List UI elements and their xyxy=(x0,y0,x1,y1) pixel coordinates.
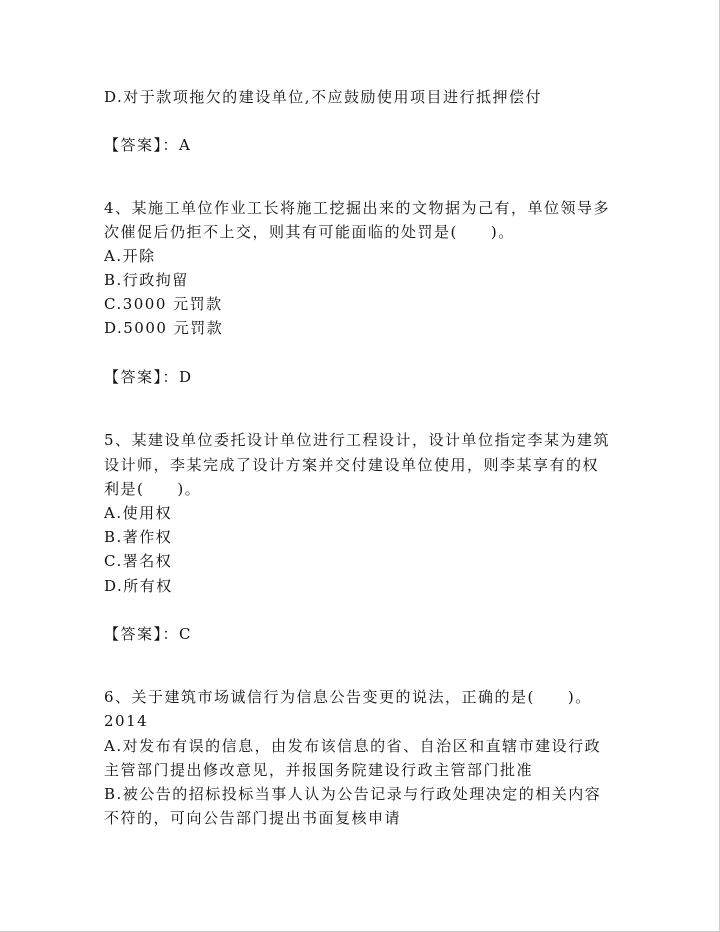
q5-answer: 【答案】：C xyxy=(104,625,192,643)
q6-option-a-line-1: A.对发布有误的信息，由发布该信息的省、自治区和直辖市建设行政 xyxy=(104,737,602,755)
q5-stem-line-2: 设计师，李某完成了设计方案并交付建设单位使用，则李某享有的权 xyxy=(104,456,600,474)
q5-option-d: D.所有权 xyxy=(104,577,173,595)
q4-option-a: A.开除 xyxy=(104,247,156,265)
q4-answer: 【答案】：D xyxy=(104,368,193,386)
q5-stem-line-3: 利是( )。 xyxy=(104,480,202,498)
q4-option-c: C.3000 元罚款 xyxy=(104,295,223,313)
q6-option-b-line-1: B.被公告的招标投标当事人认为公告记录与行政处理决定的相关内容 xyxy=(104,785,602,803)
q6-year: 2014 xyxy=(104,712,149,730)
q5-option-b: B.著作权 xyxy=(104,528,173,546)
q3-answer: 【答案】：A xyxy=(104,136,192,154)
q4-stem-line-2: 次催促后仍拒不上交，则其有可能面临的处罚是( )。 xyxy=(104,223,515,241)
q5-stem-line-1: 5、某建设单位委托设计单位进行工程设计，设计单位指定李某为建筑 xyxy=(104,431,611,449)
q6-option-a-line-2: 主管部门提出修改意见，并报国务院建设行政主管部门批准 xyxy=(104,761,534,779)
q4-option-b: B.行政拘留 xyxy=(104,271,189,289)
q6-stem-line-1: 6、关于建筑市场诚信行为信息公告变更的说法，正确的是( )。 xyxy=(104,688,592,706)
q6-option-b-line-2: 不符的，可向公告部门提出书面复核申请 xyxy=(104,809,402,827)
q3-option-d: D.对于款项拖欠的建设单位,不应鼓励使用项目进行抵押偿付 xyxy=(104,88,543,106)
q4-stem-line-1: 4、某施工单位作业工长将施工挖掘出来的文物据为己有，单位领导多 xyxy=(104,199,611,217)
q5-option-c: C.署名权 xyxy=(104,552,173,570)
q5-option-a: A.使用权 xyxy=(104,504,173,522)
q4-option-d: D.5000 元罚款 xyxy=(104,319,224,337)
